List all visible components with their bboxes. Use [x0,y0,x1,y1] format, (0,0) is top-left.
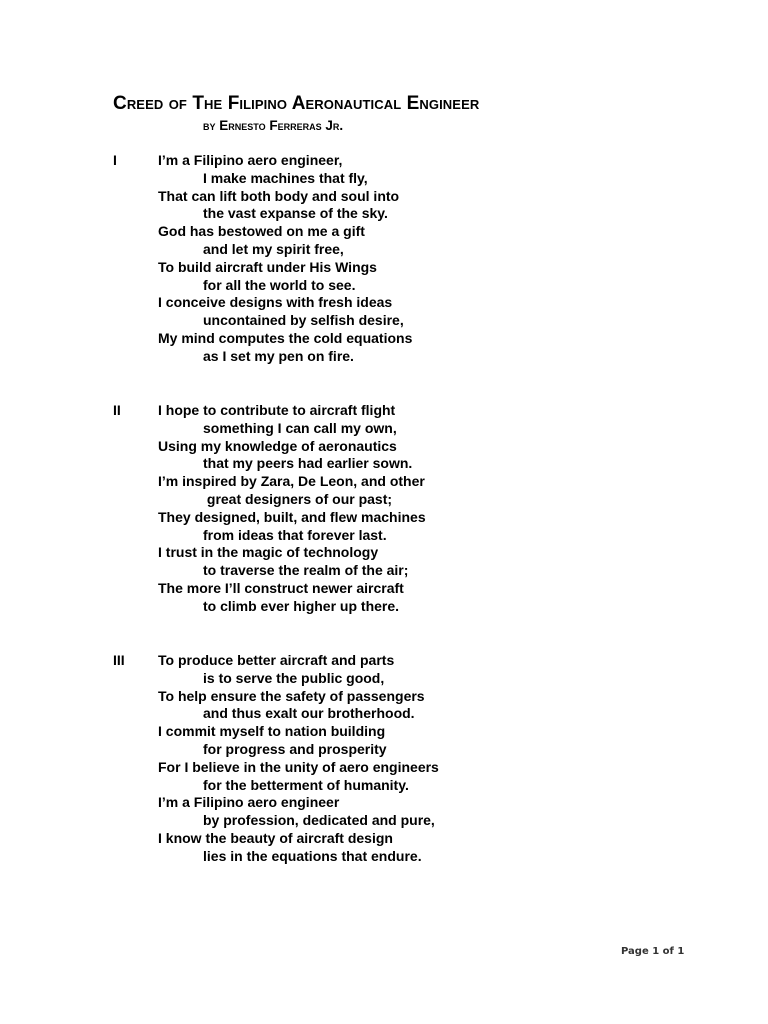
verse-line: I know the beauty of aircraft design [158,829,393,846]
author-byline: by Ernesto Ferreras Jr. [203,118,344,133]
verse-line: I trust in the magic of technology [158,544,379,561]
verse-line: I commit myself to nation building [158,723,386,740]
verse-line: The more I’ll construct newer aircraft [158,579,404,596]
verse-line: as I set my pen on fire. [203,347,354,364]
verse-line: and let my spirit free, [203,240,344,257]
verse-line: by profession, dedicated and pure, [203,812,435,829]
verse-line: That can lift both body and soul into [158,187,400,204]
verse-line: I’m inspired by Zara, De Leon, and other [158,473,425,490]
stanza-numeral: I [113,152,117,168]
verse-line: They designed, built, and flew machines [158,508,426,525]
verse-line: I’m a Filipino aero engineer [158,794,340,811]
verse-line: for all the world to see. [203,276,356,293]
verse-line: I conceive designs with fresh ideas [158,294,393,311]
verse-line: My mind computes the cold equations [158,329,413,346]
stanza-lines [158,152,412,366]
verse-line: I make machines that fly, [203,169,368,186]
verse-line: something I can call my own, [203,419,397,436]
verse-line: is to serve the public good, [203,669,385,686]
verse-line: God has bestowed on me a gift [158,223,365,240]
verse-line: great designers of our past; [203,490,393,507]
verse-line: I hope to contribute to aircraft flight [158,402,396,418]
verse-line: Using my knowledge of aeronautics [158,437,397,454]
document-title: Creed of The Filipino Aeronautical Engineer [113,93,480,114]
verse-line: that my peers had earlier sown. [203,455,413,472]
verse-line: from ideas that forever last. [203,526,387,543]
verse-line: for the betterment of humanity. [203,776,409,793]
verse-line: To help ensure the safety of passengers [158,687,425,704]
stanza-lines [158,402,426,616]
page-number: Page 1 of 1 [621,946,685,957]
verse-line: to climb ever higher up there. [203,597,400,614]
verse-line: uncontained by selfish desire, [203,312,404,329]
verse-line: for progress and prosperity [203,740,387,757]
verse-line: the vast expanse of the sky. [203,205,388,222]
stanza-numeral: III [113,652,125,668]
stanza-numeral: II [113,402,121,418]
verse-line: I’m a Filipino aero engineer, [158,152,343,168]
verse-line: For I believe in the unity of aero engineers [158,758,439,775]
verse-line: lies in the equations that endure. [203,847,422,864]
verse-line: and thus exalt our brotherhood. [203,705,415,722]
verse-line: To produce better aircraft and parts [158,652,395,668]
stanza-lines [158,652,439,866]
verse-line: to traverse the realm of the air; [203,562,409,579]
verse-line: To build aircraft under His Wings [158,258,377,275]
